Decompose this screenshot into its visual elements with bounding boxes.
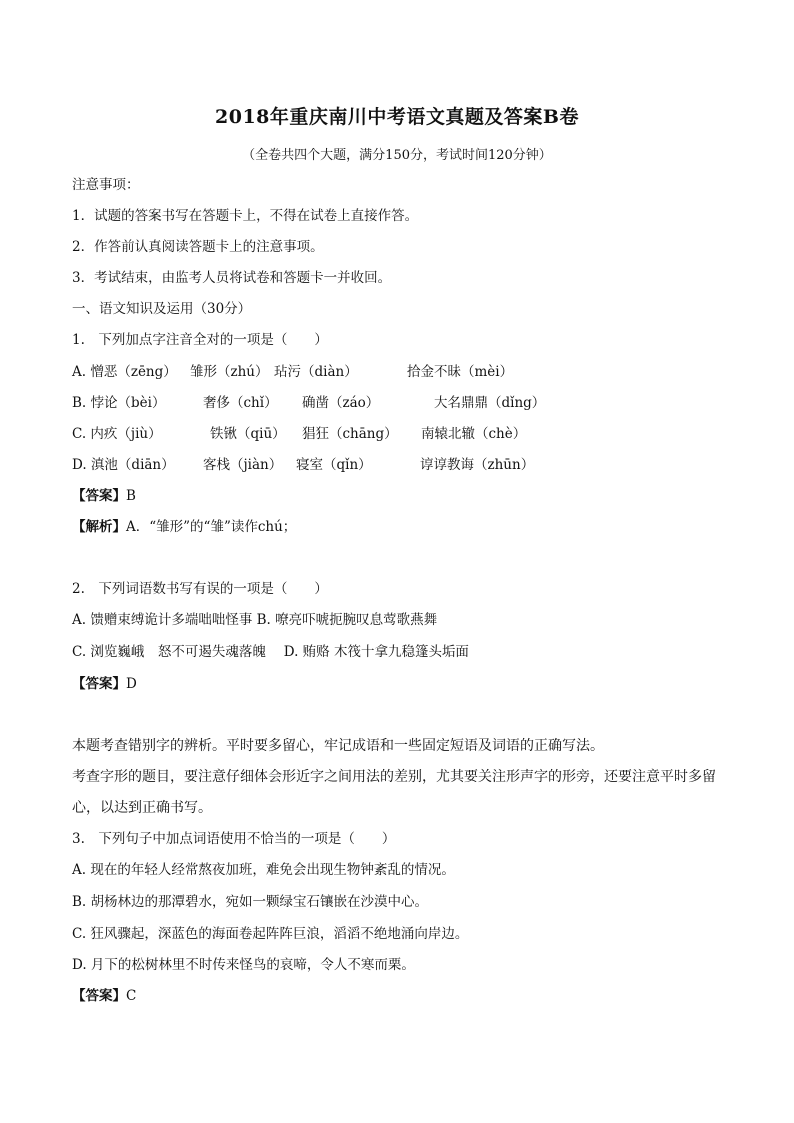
q1-analysis-label: 【解析】 xyxy=(72,519,126,535)
q1-option-b-2: 奢侈（chǐ） xyxy=(203,395,278,411)
q2-options-ab: A. 馈赠束缚诡计多端咄咄怪事 B. 嘹亮吓唬扼腕叹息莺歌燕舞 xyxy=(72,612,438,628)
q1-analysis xyxy=(72,517,296,537)
q2-stem: 2. 下列词语数书写有误的一项是（ ） xyxy=(72,581,328,597)
q2-answer-value: D xyxy=(126,676,137,692)
q2-explanation-2: 考查字形的题目，要注意仔细体会形近字之间用法的差别，尤其要关注形声字的形旁，还要注意平时多留心，以达到正确书写。 xyxy=(72,769,716,816)
q1-analysis-text: A．“雏形”的“雏”读作chú； xyxy=(126,519,297,535)
q1-option-c-4: 南辕北辙（chè） xyxy=(421,426,527,442)
q2-explanation-1: 本题考查错别字的辨析。平时要多留心，牢记成语和一些固定短语及词语的正确写法。 xyxy=(72,738,604,754)
q3-stem: 3. 下列句子中加点词语使用不恰当的一项是（ ） xyxy=(72,831,396,847)
q1-option-d-4: 谆谆教诲（zhūn） xyxy=(420,457,535,473)
q3-option-c: C. 狂风骤起，深蓝色的海面卷起阵阵巨浪，滔滔不绝地涌向岸边。 xyxy=(72,926,469,942)
q1-option-a-3: 玷污（diàn） xyxy=(274,364,358,380)
q3-option-b: B. 胡杨林边的那潭碧水，宛如一颗绿宝石镶嵌在沙漠中心。 xyxy=(72,894,429,910)
q2-options-cd: C. 浏览巍峨 怒不可遏失魂落魄 D. 贿赂 木筏十拿九稳篷头垢面 xyxy=(72,644,469,660)
q1-option-b-4: 大名鼎鼎（dǐng） xyxy=(434,395,546,411)
q1-option-d-2: 客栈（jiàn） xyxy=(203,457,283,473)
q1-stem: 1. 下列加点字注音全对的一项是（ ） xyxy=(72,332,328,348)
q1-option-b-3: 确凿（záo） xyxy=(302,395,380,411)
q1-option-c-1: C. 内疚（jiù） xyxy=(72,426,162,442)
q2-answer-label: 【答案】 xyxy=(72,676,126,692)
q1-option-b-1: B. 悖论（bèi） xyxy=(72,395,166,411)
q1-answer xyxy=(72,486,136,506)
q1-option-a-2: 雏形（zhú） xyxy=(190,364,269,380)
q1-answer-value: B xyxy=(126,488,136,504)
page-title: 2018年重庆南川中考语文真题及答案B卷 xyxy=(215,106,579,128)
q3-answer xyxy=(72,986,136,1006)
notice-item-1: 1．试题的答案书写在答题卡上，不得在试卷上直接作答。 xyxy=(72,208,419,224)
q3-answer-value: C xyxy=(126,988,137,1004)
q3-option-d: D. 月下的松树林里不时传来怪鸟的哀啼，令人不寒而栗。 xyxy=(72,957,415,973)
q1-option-c-2: 铁锹（qiū） xyxy=(210,426,286,442)
q1-option-d-3: 寝室（qǐn） xyxy=(296,457,372,473)
q1-option-c-3: 猖狂（chāng） xyxy=(302,426,398,442)
q1-answer-label: 【答案】 xyxy=(72,488,126,504)
notice-item-2: 2．作答前认真阅读答题卡上的注意事项。 xyxy=(72,239,324,255)
notice-heading: 注意事项： xyxy=(72,177,140,193)
q2-answer xyxy=(72,674,137,694)
q3-answer-label: 【答案】 xyxy=(72,988,126,1004)
q1-option-a-4: 拾金不昧（mèi） xyxy=(407,364,514,380)
section-heading: 一、语文知识及运用（30分） xyxy=(72,301,252,317)
q1-option-a-1: A. 憎恶（zēng） xyxy=(72,364,177,380)
notice-item-3: 3．考试结束，由监考人员将试卷和答题卡一并收回。 xyxy=(72,270,392,286)
q3-option-a: A. 现在的年轻人经常熬夜加班，难免会出现生物钟紊乱的情况。 xyxy=(72,862,455,878)
page-subtitle: （全卷共四个大题，满分150分，考试时间120分钟） xyxy=(242,148,552,163)
q1-option-d-1: D. 滇池（diān） xyxy=(72,457,175,473)
